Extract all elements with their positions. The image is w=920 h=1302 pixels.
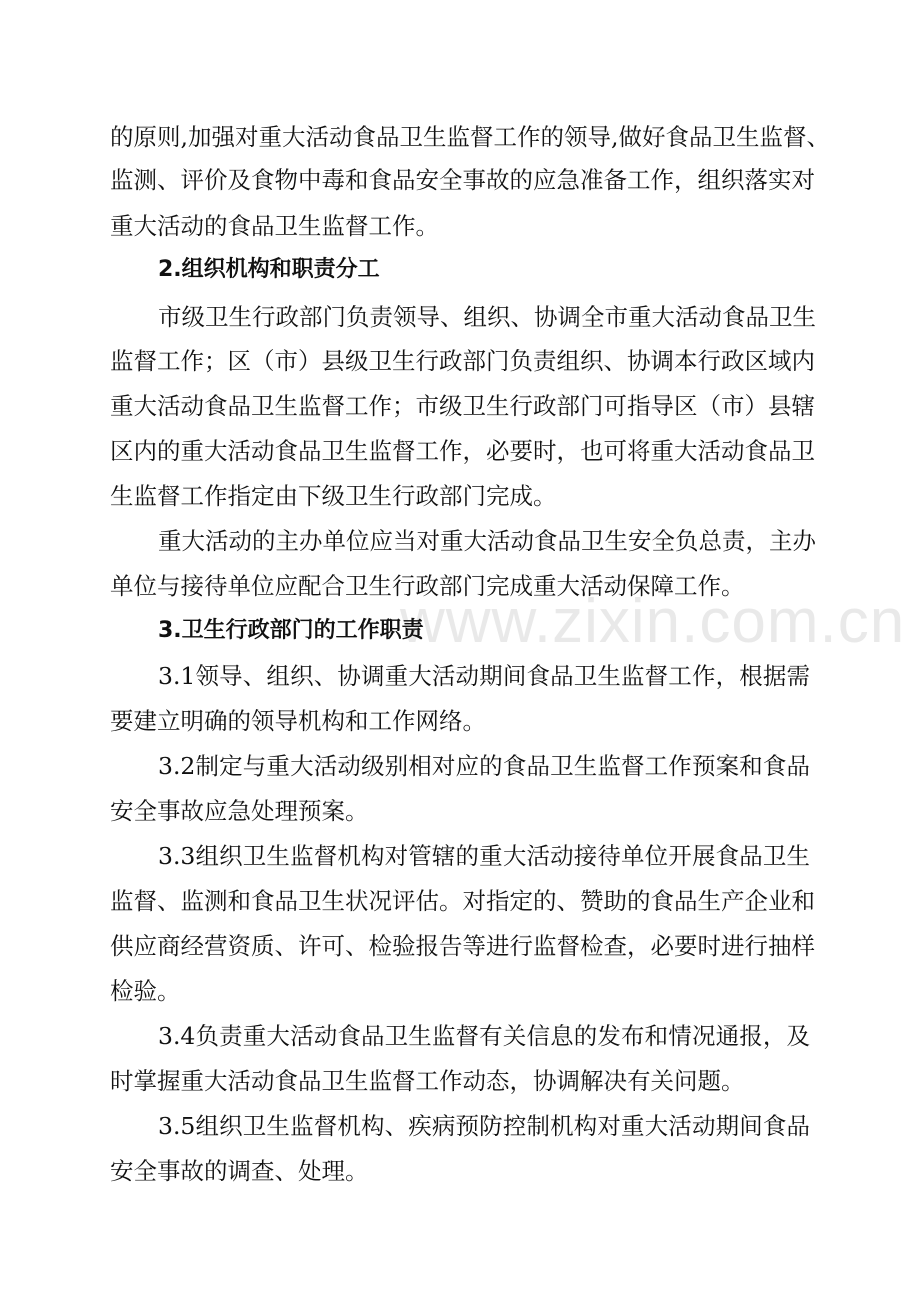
body-text-line: 3.3组织卫生监督机构对管辖的重大活动接待单位开展食品卫生 xyxy=(158,842,810,870)
body-text-line: 监测、评价及食物中毒和食品安全事故的应急准备工作，组织落实对 xyxy=(110,166,815,194)
body-text-line: 供应商经营资质、许可、检验报告等进行监督检查，必要时进行抽样 xyxy=(110,932,815,960)
body-text-line: 重大活动的主办单位应当对重大活动食品卫生安全负总责，主办 xyxy=(158,527,816,555)
body-text-line: 重大活动食品卫生监督工作；市级卫生行政部门可指导区（市）县辖 xyxy=(110,392,815,420)
body-text-line: 重大活动的食品卫生监督工作。 xyxy=(110,212,439,240)
body-text-line: 监督工作；区（市）县级卫生行政部门负责组织、协调本行政区域内 xyxy=(110,347,815,375)
body-text-line: 3.5组织卫生监督机构、疾病预防控制机构对重大活动期间食品 xyxy=(158,1112,810,1140)
body-text-line: 3.1领导、组织、协调重大活动期间食品卫生监督工作，根据需 xyxy=(158,662,810,690)
section-heading: 3.卫生行政部门的工作职责 xyxy=(158,618,424,643)
body-text-line: 监督、监测和食品卫生状况评估。对指定的、赞助的食品生产企业和 xyxy=(110,887,815,915)
body-text-line: 3.4负责重大活动食品卫生监督有关信息的发布和情况通报，及 xyxy=(158,1022,810,1050)
watermark: www.zixin.com.cn xyxy=(400,587,906,656)
body-text-line: 区内的重大活动食品卫生监督工作，必要时，也可将重大活动食品卫 xyxy=(110,437,815,465)
body-text-line: 安全事故应急处理预案。 xyxy=(110,797,369,825)
body-text-line: 市级卫生行政部门负责领导、组织、协调全市重大活动食品卫生 xyxy=(158,303,816,331)
body-text-line: 时掌握重大活动食品卫生监督工作动态，协调解决有关问题。 xyxy=(110,1067,745,1095)
body-text-line: 检验。 xyxy=(110,977,181,1005)
body-text-line: 的原则,加强对重大活动食品卫生监督工作的领导,做好食品卫生监督、 xyxy=(110,123,830,151)
body-text-line: 单位与接待单位应配合卫生行政部门完成重大活动保障工作。 xyxy=(110,572,745,600)
body-text-line: 生监督工作指定由下级卫生行政部门完成。 xyxy=(110,482,557,510)
body-text-line: 要建立明确的领导机构和工作网络。 xyxy=(110,707,486,735)
section-heading: 2.组织机构和职责分工 xyxy=(158,257,380,282)
body-text-line: 安全事故的调查、处理。 xyxy=(110,1157,369,1185)
body-text-line: 3.2制定与重大活动级别相对应的食品卫生监督工作预案和食品 xyxy=(158,752,810,780)
